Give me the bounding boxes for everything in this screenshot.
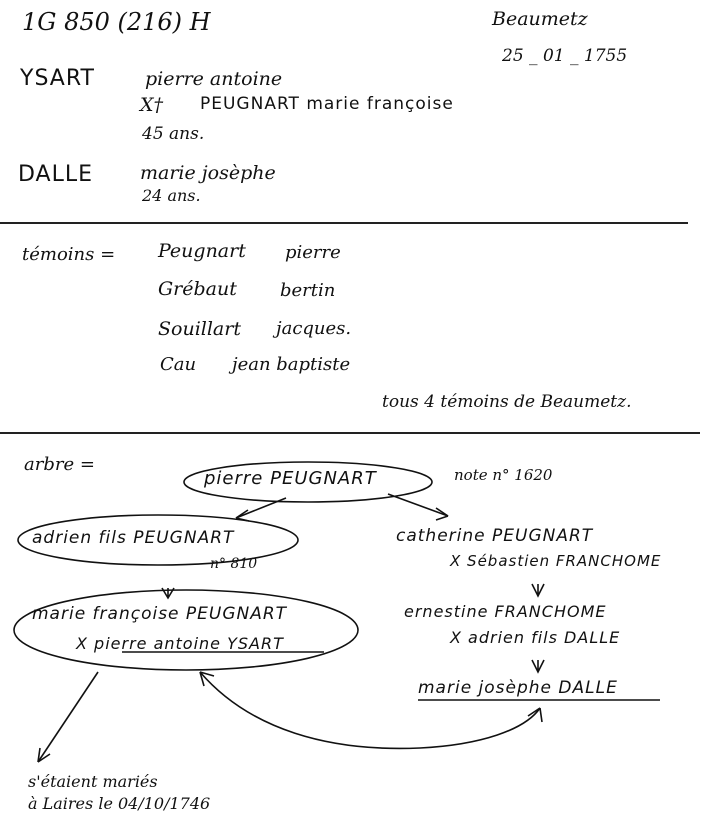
tree-left-child: adrien fils PEUGNART	[32, 528, 235, 548]
witness-4-given: jean baptiste	[232, 354, 351, 375]
witness-4-surname: Cau	[160, 354, 197, 375]
witness-3-given: jacques.	[276, 318, 352, 339]
arrow-down-left	[162, 588, 174, 598]
bride-surname: DALLE	[18, 162, 94, 187]
marriage-footnote-line1: s'étaient mariés	[28, 772, 158, 791]
witness-2-surname: Grébaut	[158, 278, 237, 300]
record-date: 25 _ 01 _ 1755	[502, 46, 628, 66]
tree-left-grandchild: marie françoise PEUGNART	[32, 604, 288, 624]
witness-2-given: bertin	[280, 280, 336, 301]
tree-right-greatgrandchild: marie josèphe DALLE	[418, 678, 618, 698]
section-divider-2	[0, 432, 700, 434]
witness-3-surname: Souillart	[158, 318, 241, 340]
footnote-arrow	[38, 672, 98, 762]
witnesses-note: tous 4 témoins de Beaumetz.	[382, 392, 632, 412]
arrow-root-to-left-child	[236, 498, 286, 518]
witness-1-given: pierre	[285, 242, 341, 263]
marriage-footnote-line2: à Laires le 04/10/1746	[28, 794, 211, 813]
widower-mark: X†	[140, 94, 164, 116]
tree-label: arbre =	[24, 454, 95, 475]
witness-1-surname: Peugnart	[158, 240, 246, 262]
witnesses-label: témoins =	[22, 244, 116, 265]
tree-right-spouse: X Sébastien FRANCHOME	[450, 552, 662, 570]
arrow-down-right-2	[532, 660, 544, 672]
deceased-wife-name: PEUGNART marie françoise	[200, 94, 454, 114]
tree-root-note: note n° 1620	[454, 466, 553, 484]
tree-right-grandchild: ernestine FRANCHOME	[404, 602, 607, 621]
place-name: Beaumetz	[492, 8, 588, 30]
tree-root-name: pierre PEUGNART	[204, 468, 377, 489]
left-grandchild-circle	[14, 590, 358, 670]
arrow-root-to-right-child	[388, 494, 448, 516]
bride-age: 24 ans.	[142, 186, 201, 205]
tree-right-grandspouse: X adrien fils DALLE	[450, 628, 621, 647]
section-divider-1	[0, 222, 688, 224]
tree-right-child: catherine PEUGNART	[396, 526, 594, 546]
groom-age: 45 ans.	[142, 124, 205, 144]
groom-surname: YSART	[20, 66, 95, 91]
tree-left-child-note: n° 810	[210, 556, 258, 572]
groom-given-name: pierre antoine	[145, 68, 283, 90]
tree-left-spouse: X pierre antoine YSART	[76, 634, 284, 653]
archive-reference: 1G 850 (216) H	[22, 8, 211, 36]
bride-given-name: marie josèphe	[140, 162, 276, 184]
arrow-down-right-1	[532, 584, 544, 596]
